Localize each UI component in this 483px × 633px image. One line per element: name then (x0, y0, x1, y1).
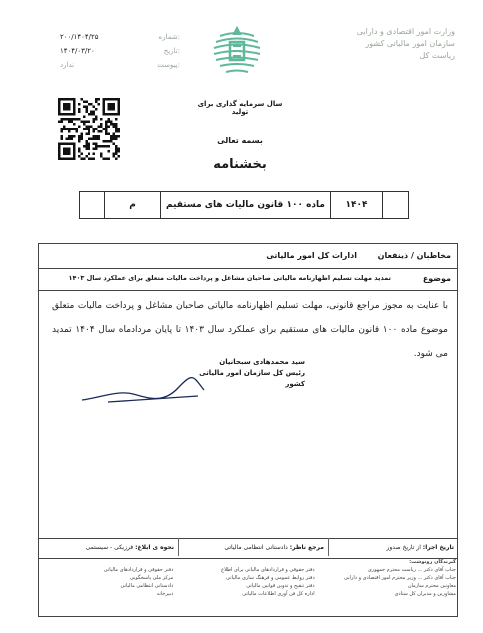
copy-item: مرکز ملی پاسخگویی (129, 575, 174, 581)
copy-item: دبیرخانه (156, 591, 174, 597)
copy-col-3 (40, 558, 173, 598)
meta-attachment-row (60, 58, 180, 72)
document-title: بخشنامه (213, 157, 267, 172)
meta-attachment-value: ندارد (60, 61, 75, 69)
meta-number-row (60, 30, 180, 44)
subject-value: تمدید مهلت تسلیم اظهارنامه مالیاتی صاحبان مشاغل و پرداخت مالیات متعلق برای عملکرد سال ۱۴۰۳ (68, 274, 391, 282)
copy-item: معاونین محترم سازمان (407, 583, 456, 589)
org-line-3: ریاست کل (419, 51, 455, 60)
letter-meta (60, 30, 180, 72)
recipients-label: مخاطبان / ذینفعان (377, 251, 451, 260)
recipients-value: ادارات کل امور مالیاتی (266, 251, 357, 260)
copy-recipients-title: گیرندگان رونوشت: (409, 559, 456, 565)
reference-table (79, 191, 409, 219)
copy-item: دفتر تنقیح و تدوین قوانین مالیاتی (246, 583, 315, 589)
copy-col-1 (323, 558, 456, 598)
divider-subject (39, 290, 457, 291)
ref-letter-cell: م (104, 192, 160, 218)
issue-date-cell (328, 538, 458, 556)
copy-item: دفتر روابط عمومی و فرهنگ سازی مالیاتی (226, 575, 315, 581)
year-motto: سال سرمایه گذاری برای تولید (197, 100, 283, 116)
meta-date-label: تاریخ: (163, 47, 180, 55)
qr-code (57, 98, 121, 160)
divider-recipients (39, 268, 457, 269)
copy-item: مشاورین و مدیران کل ستادی (394, 591, 456, 597)
ref-empty-cell-2 (80, 192, 104, 218)
subject-label: موضوع (422, 274, 451, 283)
letter-body: با عنایت به مجوز مراجع قانونی، مهلت تسلیم اظهارنامه مالیاتی صاحبان مشاغل و پرداخت مالیات متعلق موضوع ماده ۱۰۰ قانون مالیات های مستقیم برای عملکرد سال ۱۴۰۳ تا پایان مردادماه سال ۱۴۰۴ تمدید می شود. (52, 301, 449, 359)
ref-empty-cell-1 (382, 192, 408, 218)
meta-attachment-label: پیوست: (157, 61, 180, 69)
bottom-info-row (38, 538, 458, 556)
org-header (345, 26, 455, 62)
copy-recipients (40, 558, 456, 598)
tax-organization-logo (206, 24, 268, 80)
signatory-name: سید محمدهادی سبحانیان (219, 358, 305, 366)
method-value: فرزیکی - سیستمی (85, 543, 134, 551)
ref-article-cell: ماده ۱۰۰ قانون مالیات های مستقیم (160, 192, 330, 218)
copy-item: اداره کل فن آوری اطلاعات مالیاتی (242, 591, 315, 597)
meta-date-value: ۱۴۰۴/۰۳/۲۰ (60, 47, 95, 55)
org-line-1: وزارت امور اقتصادی و دارایی (356, 27, 455, 36)
issue-date-label: تاریخ اجرا: (422, 543, 454, 551)
signatory-title: رئیس کل سازمان امور مالیاتی کشور (199, 369, 305, 388)
ref-year-cell: ۱۴۰۴ (330, 192, 382, 218)
copy-item: دفتر حقوقی و قراردادهای مالیاتی (103, 567, 174, 573)
handwritten-signature (78, 370, 208, 410)
meta-number-value: ۲۰۰/۱۴۰۴/۲۵ (60, 33, 99, 41)
issue-date-value: از تاریخ صدور (386, 543, 421, 551)
method-cell (38, 538, 178, 556)
responsible-cell (178, 538, 328, 556)
copy-item: جناب آقای دکتر ... وزیر محترم امور اقتصادی و دارایی (344, 575, 456, 581)
bismillah: بسمه تعالی (217, 136, 263, 145)
copy-col-2 (181, 558, 314, 598)
method-label: نحوه ی ابلاغ: (135, 543, 174, 551)
org-line-2: سازمان امور مالیاتی کشور (365, 39, 455, 48)
copy-item: جناب آقای دکتر ... ریاست محترم جمهوری (367, 567, 456, 573)
meta-date-row (60, 44, 180, 58)
meta-number-label: شماره: (158, 33, 180, 41)
copy-item: دادستانی انتظامی مالیاتی (120, 583, 174, 589)
responsible-label: مرجع ناظر: (289, 543, 324, 551)
responsible-value: دادستانی انتظامی مالیاتی (224, 543, 288, 551)
copy-item: دفتر حقوقی و قراردادهای مالیاتی برای اطلاع (221, 567, 315, 573)
